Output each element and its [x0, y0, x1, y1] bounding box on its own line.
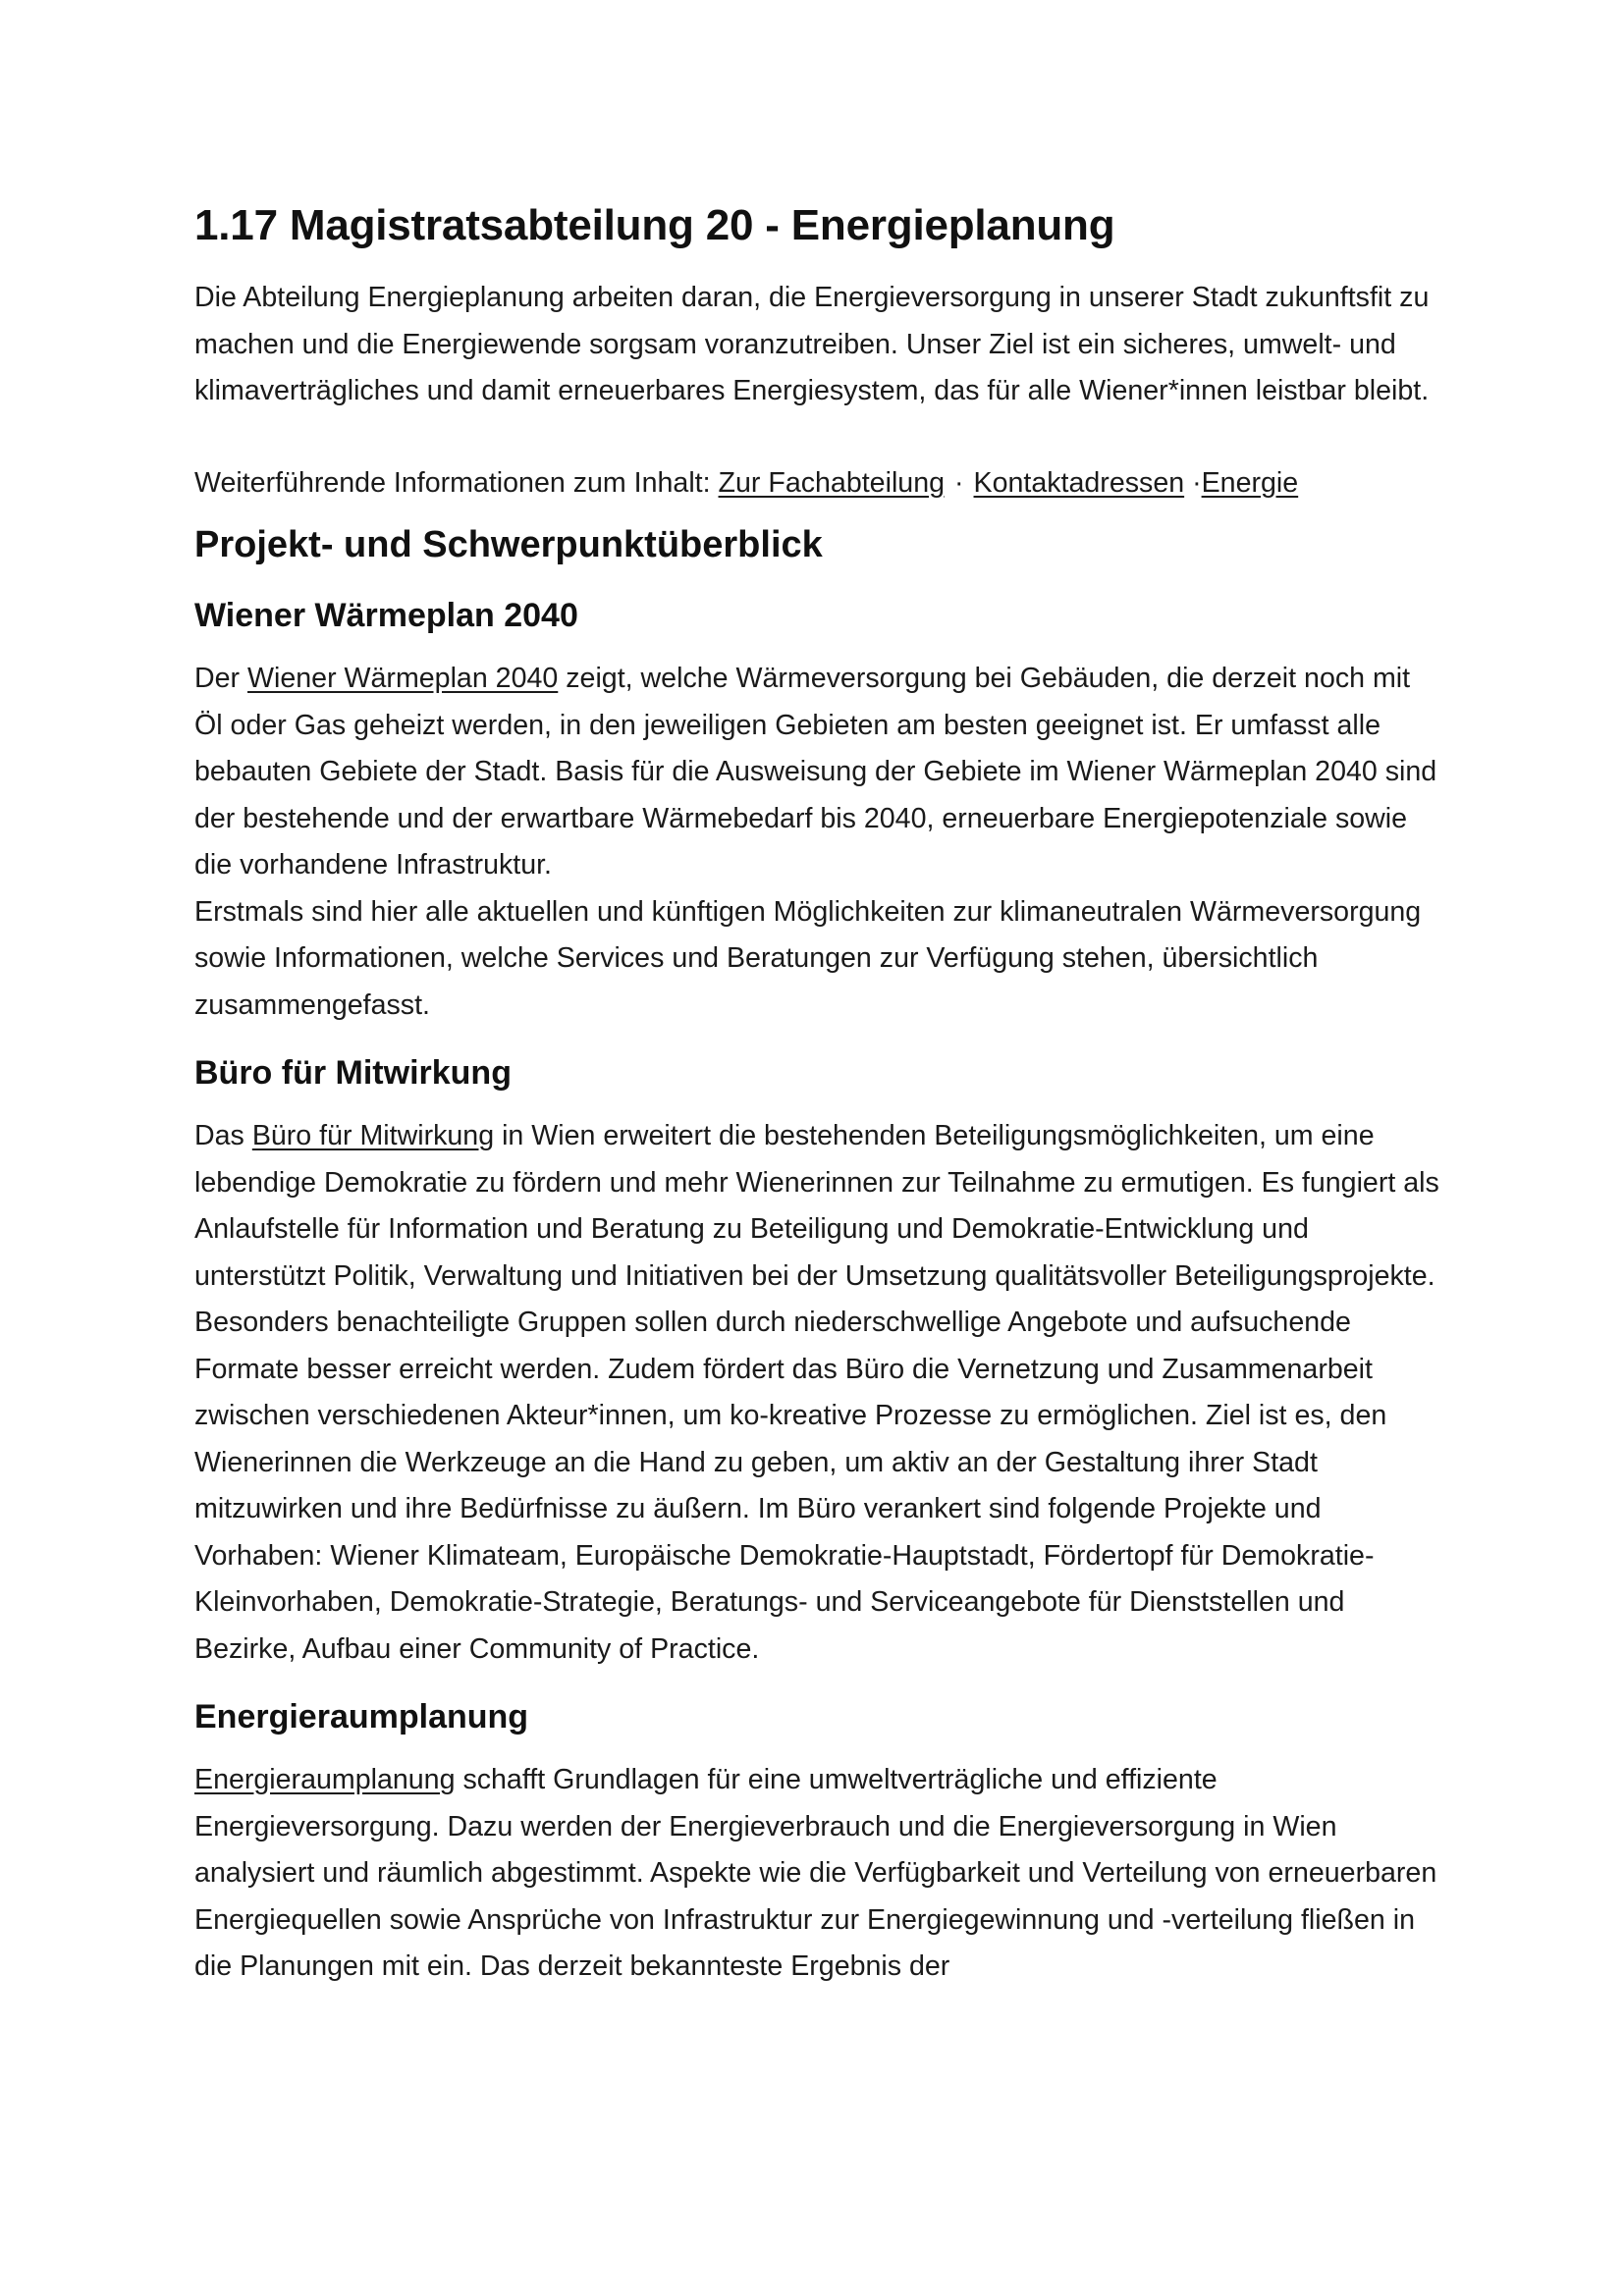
link-wiener-waermeplan-2040[interactable]: Wiener Wärmeplan 2040: [247, 663, 559, 694]
energieraum-heading: Energieraumplanung: [194, 1698, 529, 1735]
waermeplan-lead: Der: [194, 663, 241, 694]
link-energieraumplanung[interactable]: Energieraumplanung: [194, 1764, 456, 1795]
buero-heading: Büro für Mitwirkung: [194, 1054, 512, 1092]
energieraum-paragraph: [194, 1757, 1441, 1991]
link-kontaktadressen[interactable]: Kontaktadressen: [973, 466, 1185, 499]
link-separator: ·: [1192, 466, 1202, 499]
further-info-line: [194, 460, 1441, 507]
waermeplan-text: zeigt, welche Wärmeversorgung bei Gebäuden, die derzeit noch mit Öl oder Gas geheizt werden, in den jeweiligen Gebieten am besten geeignet ist. Er umfasst alle bebauten Gebiete der Stadt. Basis für die Ausweisung der Gebiete im Wiener Wärmeplan 2040 sind der bestehende und der erwartbare Wärmebedarf bis 2040, erneuerbare Energiepotenziale sowie die vorhandene Infrastruktur.: [194, 663, 1437, 881]
buero-text: in Wien erweitert die bestehenden Beteiligungsmöglichkeiten, um eine lebendige Demokratie zu fördern und mehr Wienerinnen zur Teilnahme zu ermutigen. Es fungiert als Anlaufstelle für Information und Beratung zu Beteiligung und Demokratie-Entwicklung und unterstützt Politik, Verwaltung und Initiativen bei der Umsetzung qualitätsvoller Beteiligungsprojekte. Besonders benachteiligte Gruppen sollen durch niederschwellige Angebote und aufsuchende Formate besser erreicht werden. Zudem fördert das Büro die Vernetzung und Zusammenarbeit zwischen verschiedenen Akteur*innen, um ko-kreative Prozesse zu ermöglichen. Ziel ist es, den Wienerinnen die Werkzeuge an die Hand zu geben, um aktiv an der Gestaltung ihrer Stadt mitzuwirken und ihre Bedürfnisse zu äußern. Im Büro verankert sind folgende Projekte und Vorhaben: Wiener Klimateam, Europäische Demokratie-Hauptstadt, Fördertopf für Demokratie-Kleinvorhaben, Demokratie-Strategie, Beratungs- und Serviceangebote für Dienststellen und Bezirke, Aufbau einer Community of Practice.: [194, 1120, 1439, 1665]
link-buero-fuer-mitwirkung[interactable]: Büro für Mitwirkung: [251, 1120, 495, 1151]
waermeplan-heading: Wiener Wärmeplan 2040: [194, 597, 578, 634]
overview-heading: Projekt- und Schwerpunktüberblick: [194, 524, 823, 565]
link-energie[interactable]: Energie: [1201, 466, 1299, 499]
link-separator: ·: [954, 466, 964, 499]
link-zur-fachabteilung[interactable]: Zur Fachabteilung: [718, 466, 945, 499]
waermeplan-paragraph: [194, 656, 1441, 1029]
buero-lead: Das: [194, 1120, 244, 1151]
page-title: 1.17 Magistratsabteilung 20 - Energieplanung: [194, 201, 1115, 249]
waermeplan-text-2: Erstmals sind hier alle aktuellen und künftigen Möglichkeiten zur klimaneutralen Wärmeversorgung sowie Informationen, welche Services und Beratungen zur Verfügung stehen, übersichtlich zusammengefasst.: [194, 895, 1422, 1021]
further-info-label: Weiterführende Informationen zum Inhalt:: [194, 466, 711, 499]
energieraum-text: schafft Grundlagen für eine umweltverträgliche und effiziente Energieversorgung. Dazu werden der Energieverbrauch und die Energieversorgung in Wien analysiert und räumlich abgestimmt. Aspekte wie die Verfügbarkeit und Verteilung von erneuerbaren Energiequellen sowie Ansprüche von Infrastruktur zur Energiegewinnung und -verteilung fließen in die Planungen mit ein. Das derzeit bekannteste Ergebnis der: [194, 1764, 1437, 1982]
buero-paragraph: [194, 1113, 1441, 1673]
intro-paragraph: Die Abteilung Energieplanung arbeiten daran, die Energieversorgung in unserer Stadt zukunftsfit zu machen und die Energiewende sorgsam voranzutreiben. Unser Ziel ist ein sicheres, umwelt- und klimaverträgliches und damit erneuerbares Energiesystem, das für alle Wiener*innen leistbar bleibt.: [194, 282, 1430, 406]
page-content: [194, 196, 1441, 1991]
